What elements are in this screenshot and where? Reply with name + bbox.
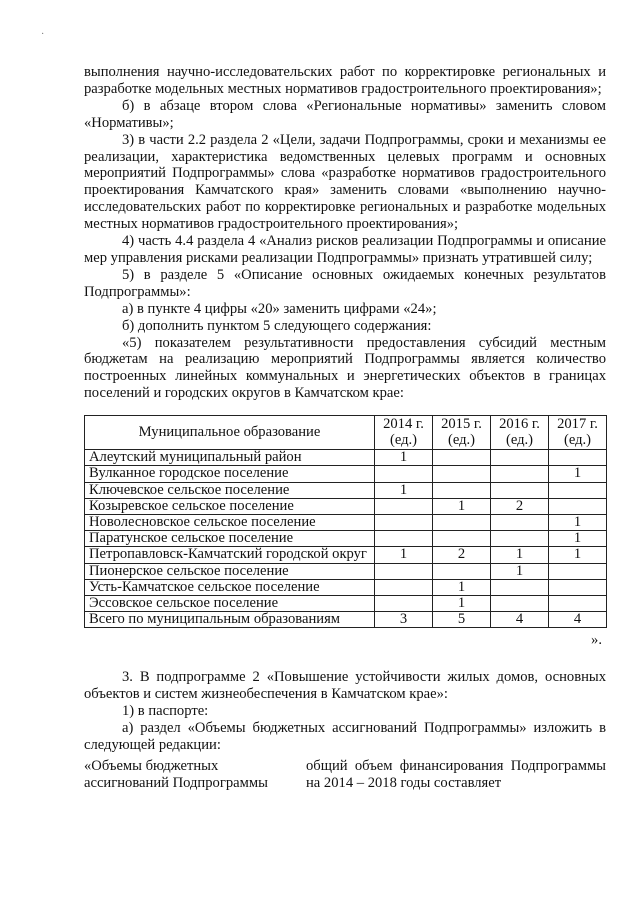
table-closing-quote: ». [591,632,602,649]
table-row [85,514,607,530]
municipality-cell: Новолесновское сельское поселение [85,514,375,530]
count-cell [433,482,491,498]
municipality-cell: Ключевское сельское поселение [85,482,375,498]
count-cell [433,531,491,547]
count-cell [491,450,549,466]
count-cell [375,498,433,514]
count-cell [433,514,491,530]
count-cell: 1 [491,563,549,579]
paragraph: 3) в части 2.2 раздела 2 «Цели, задачи Подпрограммы, сроки и механизмы ее реализации, характеристика ведомственных целевых программ и основных мероприятий Подпрограммы» слова «разработке нормативов градостроительного проектирования Камчатского края» заменить словами «выполнению научно-исследовательских работ по корректировке региональных и разработке модельных местных нормативов градостроительного проектирования»; [84,131,606,233]
count-cell [549,498,607,514]
count-cell: 1 [549,466,607,482]
count-cell: 1 [549,514,607,530]
paragraph: 1) в паспорте: [122,703,209,720]
count-cell [375,595,433,611]
municipality-cell: Вулканное городское поселение [85,466,375,482]
count-cell: 3 [375,612,433,628]
municipality-cell: Паратунское сельское поселение [85,531,375,547]
table-row [85,612,607,628]
paragraph: «5) показателем результативности предоставления субсидий местным бюджетам на реализацию мероприятий Подпрограммы является количество построенных линейных коммунальных и энергетических объектов в границах поселений и городских округов в Камчатском крае: [84,334,606,402]
count-cell: 2 [491,498,549,514]
count-cell [375,579,433,595]
municipality-cell: Петропавловск-Камчатский городской округ [85,547,375,563]
municipality-cell: Эссовское сельское поселение [85,595,375,611]
paragraph: б) дополнить пунктом 5 следующего содержания: [122,317,432,334]
count-cell: 1 [549,531,607,547]
bottom-paragraphs [84,669,606,754]
count-cell: 1 [549,547,607,563]
count-cell: 1 [375,547,433,563]
count-cell: 1 [433,579,491,595]
count-cell [433,450,491,466]
results-table [84,415,607,628]
table-body [85,450,607,628]
table-row [85,579,607,595]
paragraph: а) в пункте 4 цифры «20» заменить цифрами «24»; [122,300,437,317]
document-page [84,64,606,792]
count-cell [375,466,433,482]
count-cell: 5 [433,612,491,628]
header-2017: 2017 г. (ед.) [549,416,607,450]
municipality-cell: Пионерское сельское поселение [85,563,375,579]
table-row [85,466,607,482]
header-2014: 2014 г. (ед.) [375,416,433,450]
count-cell [433,466,491,482]
count-cell [549,563,607,579]
header-2016: 2016 г. (ед.) [491,416,549,450]
paragraph: 3. В подпрограмме 2 «Повышение устойчивости жилых домов, основных объектов и систем жизнеобеспечения в Камчатском крае»: [84,669,606,703]
count-cell [375,563,433,579]
table-row [85,547,607,563]
count-cell [549,482,607,498]
municipality-cell: Алеутский муниципальный район [85,450,375,466]
passport-row [84,758,606,792]
count-cell [375,531,433,547]
count-cell: 1 [375,450,433,466]
table-row [85,498,607,514]
count-cell: 2 [433,547,491,563]
municipality-cell: Всего по муниципальным образованиям [85,612,375,628]
paragraph: а) раздел «Объемы бюджетных ассигнований Подпрограммы» изложить в следующей редакции: [84,720,606,753]
paragraph: 4) часть 4.4 раздела 4 «Анализ рисков реализации Подпрограммы и описание мер управления рисками реализации Подпрограммы» признать утратившей силу; [84,233,606,266]
count-cell: 1 [375,482,433,498]
count-cell: 1 [433,498,491,514]
count-cell [491,531,549,547]
table-row [85,450,607,466]
paragraph: 5) в разделе 5 «Описание основных ожидаемых конечных результатов Подпрограммы»: [84,266,606,300]
passport-label: «Объемы бюджетных ассигнований Подпрограммы [84,757,268,791]
passport-value: общий объем финансирования Подпрограммы на 2014 – 2018 годы составляет [306,757,606,791]
count-cell [491,466,549,482]
header-municipality: Муниципальное образование [85,416,375,450]
count-cell [549,595,607,611]
count-cell [433,563,491,579]
count-cell [491,482,549,498]
count-cell: 4 [491,612,549,628]
count-cell [491,514,549,530]
table-row [85,482,607,498]
count-cell [491,579,549,595]
results-table-wrapper [84,415,606,628]
table-header-row [85,416,607,450]
table-row [85,563,607,579]
count-cell: 4 [549,612,607,628]
count-cell: 1 [491,547,549,563]
header-2015: 2015 г. (ед.) [433,416,491,450]
paragraph: б) в абзаце втором слова «Региональные нормативы» заменить словом «Нормативы»; [84,97,606,131]
count-cell [375,514,433,530]
count-cell [549,579,607,595]
header-mark: · [41,29,45,40]
paragraph: выполнения научно-исследовательских работ по корректировке региональных и разработке модельных местных нормативов градостроительного проектирования»; [84,64,606,97]
table-row [85,531,607,547]
municipality-cell: Усть-Камчатское сельское поселение [85,579,375,595]
count-cell: 1 [433,595,491,611]
top-paragraphs [84,64,606,402]
municipality-cell: Козыревское сельское поселение [85,498,375,514]
count-cell [491,595,549,611]
count-cell [549,450,607,466]
table-row [85,595,607,611]
